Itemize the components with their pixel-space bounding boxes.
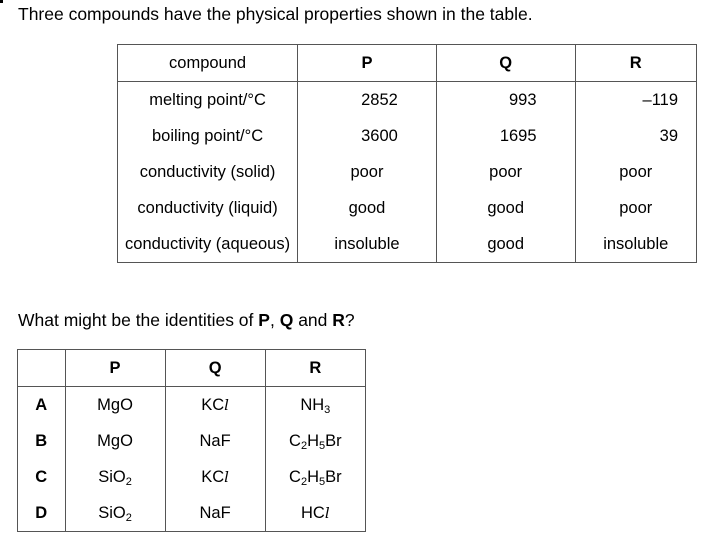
formula-p: SiO$_2$	[98, 503, 132, 524]
value-r: insoluble	[575, 226, 696, 263]
formula-p: MgO	[97, 395, 133, 414]
table-row	[118, 82, 697, 119]
value-q: good	[436, 226, 575, 263]
value-q: 993	[436, 82, 575, 119]
properties-table	[117, 44, 697, 263]
value-r: poor	[575, 154, 696, 190]
question-q: Q	[279, 310, 294, 330]
option-key: B	[18, 423, 66, 459]
intro-text: Three compounds have the physical properties shown in the table.	[18, 4, 533, 24]
question-text	[18, 310, 355, 331]
properties-header-row	[118, 45, 697, 82]
answer-option-b[interactable]	[18, 423, 366, 459]
value-p: insoluble	[298, 226, 437, 263]
formula-q: KCl	[165, 387, 265, 424]
value-r: poor	[575, 190, 696, 226]
property-label: boiling point/°C	[151, 126, 264, 145]
question-suffix: ?	[344, 310, 355, 330]
table-row	[118, 190, 697, 226]
formula-q: NaF	[165, 495, 265, 532]
question-p: P	[258, 310, 270, 330]
corner-mark	[0, 0, 3, 3]
value-p: 3600	[298, 118, 437, 154]
property-label: conductivity (solid)	[139, 162, 276, 181]
value-q: 1695	[436, 118, 575, 154]
property-label: melting point/°C	[149, 90, 266, 109]
header-key	[18, 350, 66, 387]
header-compound: compound	[118, 45, 298, 82]
formula-r: HCl	[265, 495, 365, 532]
value-r: 39	[575, 118, 696, 154]
value-q: poor	[436, 154, 575, 190]
header-q: Q	[165, 350, 265, 387]
formula-q: NaF	[165, 423, 265, 459]
header-p: P	[298, 45, 437, 82]
formula-r: $C_2H_5Br$	[265, 459, 365, 495]
answer-option-a[interactable]	[18, 387, 366, 424]
option-key: A	[18, 387, 66, 424]
question-r: R	[332, 310, 345, 330]
property-label: conductivity (aqueous)	[125, 234, 291, 253]
answer-option-d[interactable]	[18, 495, 366, 532]
header-p: P	[65, 350, 165, 387]
value-p: poor	[298, 154, 437, 190]
formula-p: SiO$_2$	[98, 467, 132, 488]
table-row	[118, 226, 697, 263]
formula-r: $NH_3$	[265, 387, 365, 424]
property-label: conductivity (liquid)	[137, 198, 278, 217]
header-r: R	[265, 350, 365, 387]
value-p: good	[298, 190, 437, 226]
value-q: good	[436, 190, 575, 226]
formula-r: $C_2H_5Br$	[265, 423, 365, 459]
question-prefix: What might be the identities of	[18, 310, 259, 330]
question-sep2: and	[293, 310, 333, 330]
question-sep1: ,	[269, 310, 280, 330]
option-key: D	[18, 495, 66, 532]
value-p: 2852	[298, 82, 437, 119]
answer-option-c[interactable]	[18, 459, 366, 495]
option-key: C	[18, 459, 66, 495]
table-row	[118, 118, 697, 154]
value-r: –119	[575, 82, 696, 119]
formula-q: KCl	[165, 459, 265, 495]
answer-header-row	[18, 350, 366, 387]
table-row	[118, 154, 697, 190]
formula-p: MgO	[97, 431, 133, 450]
answer-table	[17, 349, 366, 532]
header-r: R	[575, 45, 696, 82]
header-q: Q	[436, 45, 575, 82]
